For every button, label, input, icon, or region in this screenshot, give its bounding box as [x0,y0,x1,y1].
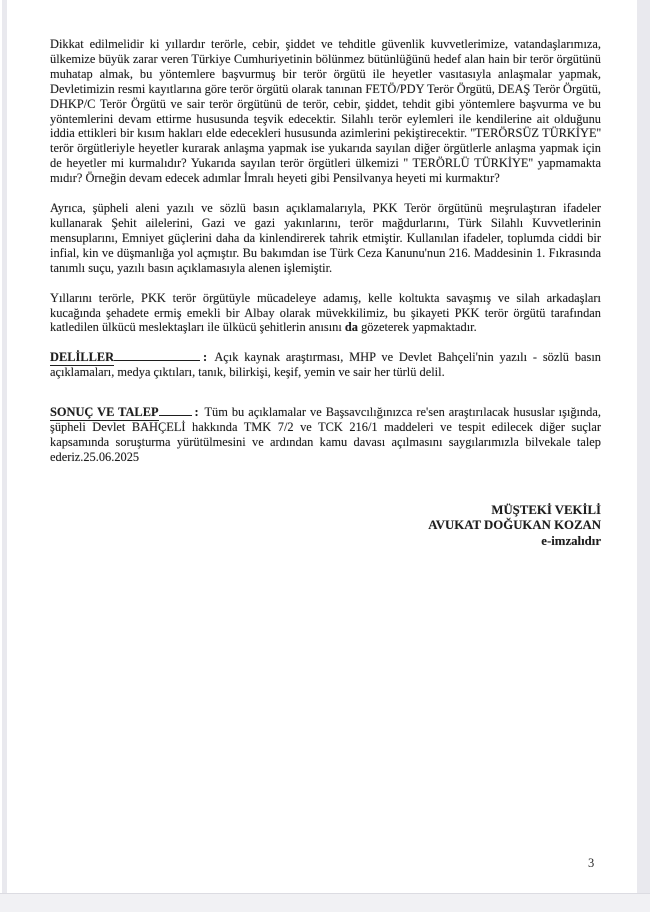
conclusion-section [50,405,601,465]
paragraph-client-motivation [50,291,601,336]
paragraph-terror-organizations: Dikkat edilmelidir ki yıllardır terörle, cebir, şiddet ve tehditle güvenlik kuvvetlerimize, vatandaşlarımıza, ülkemize büyük zarar veren Türkiye Cumhuriyetinin bölünmez bütünlüğünü hedef alan hain bir terör örgütünü muhatap almak, bu yöntemlere başvurmuş bir terör örgütü ile heyetler vasıtasıyla anlaşmalar yapmak, Devletimizin resmi kayıtlarına göre terör örgütü olarak tanınan FETÖ/PDY Terör Örgütü, DEAŞ Terör Örgütü, DHKP/C Terör Örgütü ve sair terör örgütünü de terör, cebir, şiddet, tehdit gibi yöntemlere başvurma ve bu yöntemlerini devam ettirme hususunda teşvik edecektir. Silahlı terör eylemleri ile kendilerine ait olduğunu iddia ettikleri bir kısım hakları elde edecekleri hususunda azimlerini pekiştirecektir. ''TERÖRSÜZ TÜRKİYE'' terör örgütleriyle heyetler kurarak anlaşma yapmak ise yukarıda sayılan diğer örgütlerle anlaşma yapmak için de heyetler mi kurmalıdır? Yukarıda sayılan terör örgütleri ülkemizi '' TERÖRLÜ TÜRKİYE'' yapmamakta mıdır? Örneğin devam edecek adımlar İmralı heyeti gibi Pensilvanya heyeti mi kurmaktır? [50,37,601,186]
scan-edge-right [637,0,650,893]
client-motivation-text-2: gözeterek yapmaktadır. [357,320,477,335]
client-motivation-bold-da: da [344,320,358,335]
conclusion-label-underline-fill [159,405,192,416]
page-number: 3 [588,856,595,870]
scan-edge-bottom [0,893,650,912]
conclusion-text: Tüm bu açıklamalar ve Başsavcılığınızca re'sen araştırılacak hususlar ışığında, şüpheli Devlet BAHÇELİ hakkında TMK 7/2 ve TCK 216/1 maddeleri ve tespit edilecek diğer suçlar kapsamında soruşturma yürütülmesini ve ardından kamu davası açılmasını saygılarımızla bilvekale talep ederiz.25.06.2025 [50,405,601,464]
conclusion-colon: : [194,405,199,420]
evidence-label: DELİLLER [50,350,115,365]
conclusion-label: SONUÇ VE TALEP [50,405,159,420]
evidence-label-underline-fill [114,350,200,361]
evidence-text: Açık kaynak araştırması, MHP ve Devlet Bahçeli'nin yazılı - sözlü basın açıklamaları, medya çıktıları, tanık, bilirkişi, keşif, yemin ve sair her türlü delil. [50,350,601,380]
evidence-section [50,350,601,380]
signature-esignature-note: e-imzalıdır [541,533,601,548]
evidence-colon: : [203,350,208,365]
client-motivation-text-1: Yıllarını terörle, PKK terör örgütüyle mücadeleye adamış, kelle koltukta savaşmış ve silah arkadaşları kucağında şehadete ermiş emekli bir Albay olarak müvekkilimiz, bu şikayeti PKK terör örgütü tarafından katledilen ülkücü meslektaşları ile ülkücü şehitlerin anısını [50,290,601,335]
signature-block [50,503,601,550]
paragraph-incitement-tck216: Ayrıca, şüpheli aleni yazılı ve sözlü basın açıklamalarıyla, PKK Terör örgütünü meşrulaştıran ifadeler kullanarak Şehit ailelerini, Gazi ve gazi yakınlarını, terör mağdurlarını, Türk Silahlı Kuvvetlerinin mensuplarını, Emniyet güçlerini daha da kinlendirerek tahrik etmiştir. Kullanılan ifadeler, toplumda ciddi bir infial, kin ve düşmanlığa yol açmıştır. Bu bakımdan ise Türk Ceza Kanunu'nun 216. Maddesinin 1. Fıkrasında tanımlı suçu, yazılı basın açıklamasıyla alenen işlemiştir. [50,201,601,275]
signature-attorney-name: AVUKAT DOĞUKAN KOZAN [428,518,601,533]
scan-edge-left [2,0,7,893]
signature-role: MÜŞTEKİ VEKİLİ [491,502,601,517]
document-body [50,37,601,550]
